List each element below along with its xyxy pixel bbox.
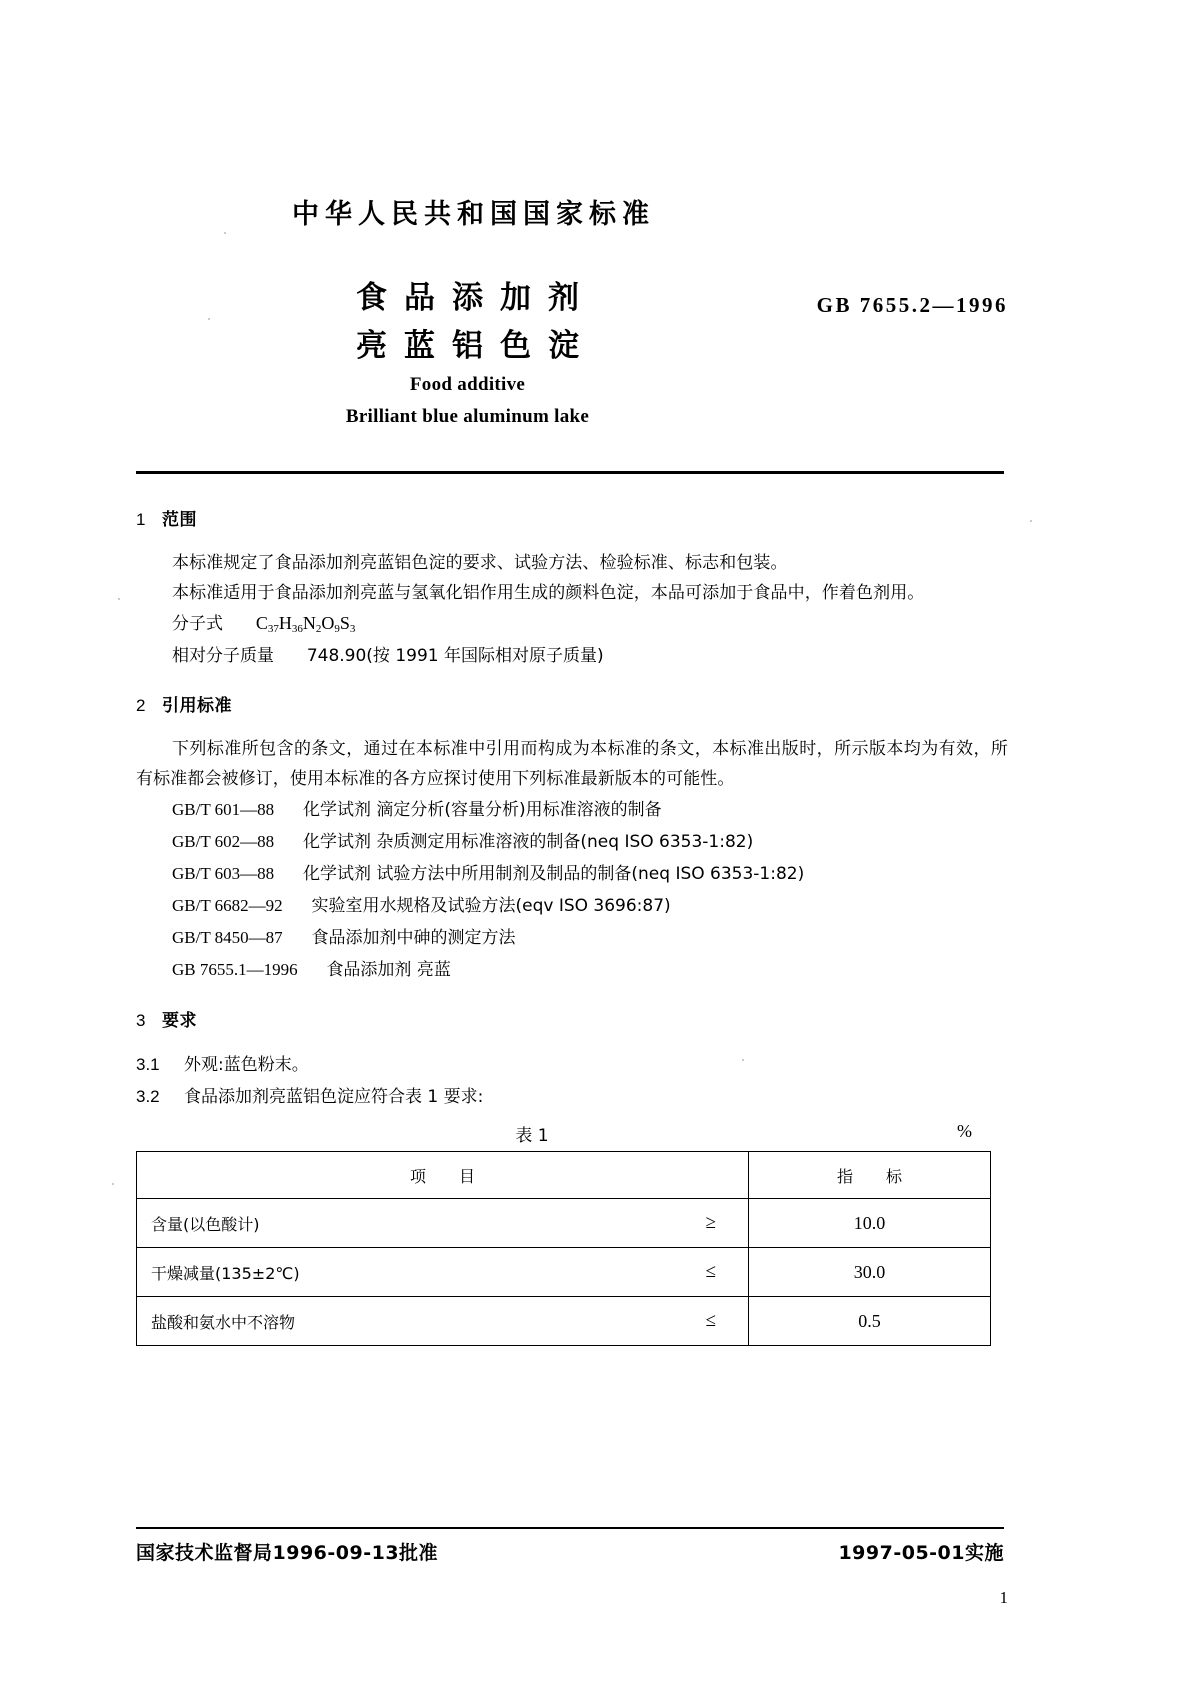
english-title-line-1: Food additive bbox=[409, 374, 526, 395]
table-row bbox=[137, 1297, 991, 1346]
section-heading-scope bbox=[136, 505, 1008, 530]
reference-title: 食品添加剂 亮蓝 bbox=[326, 960, 451, 980]
reference-id: GB/T 6682—92 bbox=[172, 896, 283, 915]
scope-paragraph-1: 本标准规定了食品添加剂亮蓝铝色淀的要求、试验方法、检验标准、标志和包装。 bbox=[172, 553, 788, 573]
table-cell-value: 0.5 bbox=[749, 1297, 991, 1346]
page-number: 1 bbox=[999, 1588, 1008, 1607]
clause-text: 外观:蓝色粉末。 bbox=[184, 1055, 309, 1075]
scan-speck bbox=[224, 232, 226, 234]
scan-speck bbox=[112, 1183, 114, 1185]
section-heading-references bbox=[136, 691, 1008, 716]
reference-item bbox=[136, 794, 1008, 826]
reference-item bbox=[136, 826, 1008, 858]
table-caption: 表 1 bbox=[515, 1126, 549, 1146]
table-caption-row bbox=[136, 1121, 1008, 1149]
footer-divider-rule bbox=[136, 1527, 1004, 1529]
clause-number: 3.2 bbox=[136, 1087, 160, 1106]
table-unit-label: % bbox=[957, 1121, 972, 1141]
english-title-line-2: Brilliant blue aluminum lake bbox=[345, 406, 590, 427]
comparison-operator: ≤ bbox=[705, 1261, 716, 1282]
table-cell-item bbox=[137, 1248, 749, 1297]
table-cell-item bbox=[137, 1297, 749, 1346]
reference-item bbox=[136, 922, 1008, 954]
molecular-mass-line bbox=[136, 641, 1008, 671]
table-cell-item bbox=[137, 1199, 749, 1248]
table-header-index: 指 标 bbox=[749, 1152, 991, 1199]
reference-id: GB 7655.1—1996 bbox=[172, 960, 298, 979]
reference-item bbox=[136, 954, 1008, 986]
table-row bbox=[137, 1248, 991, 1297]
item-label: 干燥减量(135±2℃) bbox=[151, 1263, 300, 1283]
reference-title: 实验室用水规格及试验方法(eqv ISO 3696:87) bbox=[311, 896, 671, 916]
reference-title: 化学试剂 滴定分析(容量分析)用标准溶液的制备 bbox=[302, 800, 662, 820]
scan-speck bbox=[1030, 520, 1032, 522]
header-divider-rule bbox=[136, 471, 1004, 474]
molecular-mass-label: 相对分子质量 bbox=[172, 646, 274, 666]
comparison-operator: ≤ bbox=[705, 1310, 716, 1331]
table-cell-value: 30.0 bbox=[749, 1248, 991, 1297]
reference-id: GB/T 601—88 bbox=[172, 800, 275, 819]
national-standard-title: 中华人民共和国国家标准 bbox=[292, 199, 655, 230]
reference-title: 化学试剂 试验方法中所用制剂及制品的制备(neq ISO 6353-1:82) bbox=[302, 864, 805, 884]
implementation-date: 1997-05-01实施 bbox=[838, 1542, 1004, 1564]
scope-paragraph-2: 本标准适用于食品添加剂亮蓝与氢氧化铝作用生成的颜料色淀，本品可添加于食品中，作着色剂用。 bbox=[172, 583, 925, 603]
molecular-formula-line bbox=[136, 608, 1008, 641]
references-intro-paragraph: 下列标准所包含的条文，通过在本标准中引用而构成为本标准的条文，本标准出版时，所示版本均为有效，所有标准都会被修订，使用本标准的各方应探讨使用下列标准最新版本的可能性。 bbox=[136, 739, 1008, 789]
molecular-formula-label: 分子式 bbox=[172, 614, 223, 634]
scan-speck bbox=[118, 598, 120, 600]
section-number: 2 bbox=[136, 696, 146, 715]
section-heading-requirements bbox=[136, 1006, 1008, 1031]
reference-id: GB/T 602—88 bbox=[172, 832, 275, 851]
section-title: 要求 bbox=[162, 1011, 197, 1031]
approval-statement: 国家技术监督局1996-09-13批准 bbox=[136, 1542, 439, 1564]
reference-title: 化学试剂 杂质测定用标准溶液的制备(neq ISO 6353-1:82) bbox=[302, 832, 754, 852]
clause-text: 食品添加剂亮蓝铝色淀应符合表 1 要求: bbox=[184, 1087, 484, 1107]
clause-number: 3.1 bbox=[136, 1055, 160, 1074]
item-label: 含量(以色酸计) bbox=[151, 1214, 260, 1234]
reference-item bbox=[136, 890, 1008, 922]
document-title-line-2: 亮蓝铝色淀 bbox=[356, 328, 596, 364]
reference-id: GB/T 8450—87 bbox=[172, 928, 283, 947]
section-number: 3 bbox=[136, 1011, 146, 1030]
reference-id: GB/T 603—88 bbox=[172, 864, 275, 883]
standard-number: GB 7655.2—1996 bbox=[816, 293, 1008, 317]
section-title: 范围 bbox=[162, 510, 197, 530]
document-body bbox=[136, 505, 1008, 1346]
clause-3-2 bbox=[136, 1081, 1008, 1113]
reference-title: 食品添加剂中砷的测定方法 bbox=[311, 928, 516, 948]
item-label: 盐酸和氨水中不溶物 bbox=[151, 1312, 296, 1332]
specification-table bbox=[136, 1151, 991, 1346]
table-cell-value: 10.0 bbox=[749, 1199, 991, 1248]
table-row bbox=[137, 1199, 991, 1248]
comparison-operator: ≥ bbox=[705, 1212, 716, 1233]
reference-item bbox=[136, 858, 1008, 890]
molecular-mass-value: 748.90(按 1991 年国际相对原子质量) bbox=[306, 646, 604, 666]
table-header-item: 项 目 bbox=[137, 1152, 749, 1199]
section-title: 引用标准 bbox=[162, 696, 232, 716]
table-header-row bbox=[137, 1152, 991, 1199]
document-title-line-1: 食品添加剂 bbox=[356, 280, 596, 316]
section-number: 1 bbox=[136, 510, 146, 529]
clause-3-1 bbox=[136, 1049, 1008, 1081]
molecular-formula-value: $C_{37}H_{36}N_2O_9S_3$ bbox=[255, 613, 356, 635]
